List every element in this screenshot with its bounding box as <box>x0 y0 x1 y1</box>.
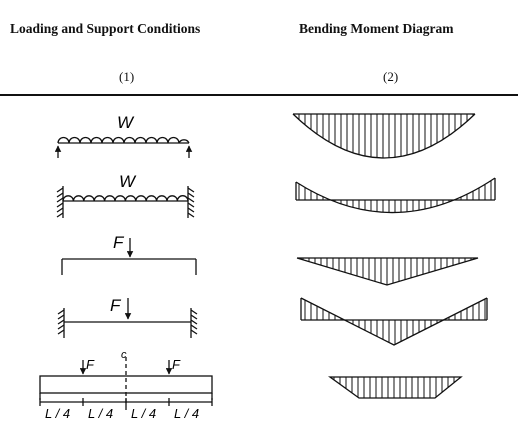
load-label: W <box>119 172 136 191</box>
span-label-1: L / 4 <box>45 406 71 421</box>
centerline-label: c <box>121 349 127 361</box>
load-label: F <box>113 233 124 252</box>
case-3-bmd <box>297 258 478 285</box>
span-label-3: L / 4 <box>131 406 157 421</box>
header-loading-support: Loading and Support Conditions <box>10 21 201 36</box>
distributed-load <box>58 138 189 144</box>
load-label-right: F <box>172 357 180 372</box>
column-number-2: (2) <box>383 69 399 84</box>
load-label: F <box>110 296 121 315</box>
case-5-bmd <box>330 377 461 398</box>
column-number-1: (1) <box>119 69 135 84</box>
case-1-bmd <box>293 114 475 158</box>
case-2-bmd <box>296 178 495 213</box>
load-label: W <box>117 113 134 132</box>
case-4-loading <box>58 298 197 338</box>
case-4-bmd <box>301 298 487 345</box>
case-3-loading <box>62 238 196 275</box>
case-5-loading <box>40 357 212 412</box>
span-label-4: L / 4 <box>174 406 200 421</box>
case-1-loading <box>58 138 189 159</box>
header-bending-moment: Bending Moment Diagram <box>299 21 454 36</box>
span-label-2: L / 4 <box>88 406 114 421</box>
load-label-left: F <box>86 357 94 372</box>
distributed-load <box>63 196 188 201</box>
